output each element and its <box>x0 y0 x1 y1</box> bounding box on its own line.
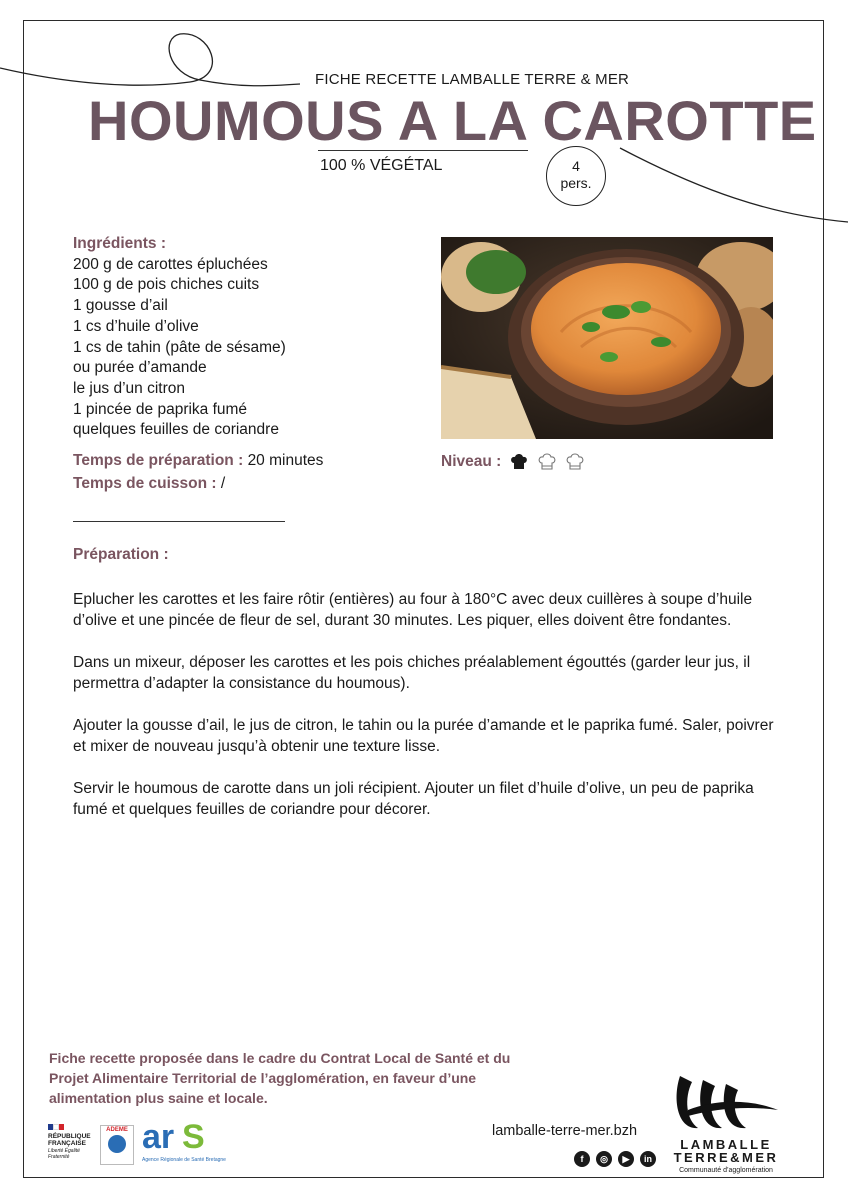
brand-name <box>668 1138 784 1164</box>
rf-logo-line: FRANÇAISE <box>48 1140 86 1147</box>
servings-badge <box>546 146 606 206</box>
ars-caption: Agence Régionale de Santé Bretagne <box>142 1157 226 1163</box>
republique-francaise-logo <box>48 1124 98 1160</box>
brand-subtitle: Communauté d’agglomération <box>679 1167 773 1174</box>
ars-wordmark-icon <box>142 1120 212 1156</box>
preparation-step: Eplucher les carottes et les faire rôtir (entières) au four à 180°C avec deux cuillères à soupe d’huile d’olive et une pincée de fleur de sel, durant 30 minutes. Les piquer, elles doivent être fondantes. <box>73 591 753 629</box>
recipe-series-label: FICHE RECETTE LAMBALLE TERRE & MER <box>315 71 630 88</box>
ingredients-heading: Ingrédients : <box>73 235 167 252</box>
website-link[interactable]: lamballe-terre-mer.bzh <box>492 1123 638 1139</box>
facebook-icon[interactable]: f <box>574 1151 590 1167</box>
chef-hat-outline-icon <box>537 452 557 472</box>
chef-hat-filled-icon <box>509 452 529 472</box>
preparation-steps <box>73 589 778 841</box>
svg-text:ar: ar <box>142 1120 175 1156</box>
brand-name-line: TERRE&MER <box>673 1150 779 1165</box>
ingredient-item: le jus d’un citron <box>73 379 186 397</box>
lamballe-logo-mark-icon <box>668 1070 783 1138</box>
difficulty-row <box>441 452 585 472</box>
ars-logo <box>142 1120 226 1163</box>
ingredient-item: quelques feuilles de coriandre <box>73 421 279 439</box>
prep-time-value: 20 minutes <box>247 452 324 469</box>
section-divider <box>73 521 285 522</box>
instagram-icon[interactable]: ◎ <box>596 1151 612 1167</box>
chef-hat-outline-icon <box>565 452 585 472</box>
linkedin-icon[interactable]: in <box>640 1151 656 1167</box>
ingredient-item: 100 g de pois chiches cuits <box>73 276 260 294</box>
preparation-step: Ajouter la gousse d’ail, le jus de citron, le tahin ou la purée d’amande et le paprika fumé. Saler, poivrer et mixer de nouveau jusqu’à obtenir une texture lisse. <box>73 717 774 755</box>
page-title: HOUMOUS A LA CAROTTE <box>88 89 817 152</box>
servings-unit: pers. <box>560 175 592 191</box>
ingredient-item: 200 g de carottes épluchées <box>73 255 268 273</box>
ingredient-item: 1 cs de tahin (pâte de sésame) <box>73 338 286 356</box>
recipe-subtitle: 100 % VÉGÉTAL <box>320 157 443 174</box>
brand-name-line: LAMBALLE <box>680 1137 772 1152</box>
cook-time-row <box>73 475 225 493</box>
difficulty-rating <box>509 452 585 472</box>
social-links <box>574 1151 656 1167</box>
ademe-logo-text: ADEME <box>106 1127 128 1133</box>
difficulty-label: Niveau : <box>441 453 502 470</box>
ingredient-item: 1 gousse d’ail <box>73 297 168 315</box>
ingredient-item: ou purée d’amande <box>73 359 207 377</box>
prep-time-row <box>73 452 323 470</box>
ingredient-item: 1 cs d’huile d’olive <box>73 317 199 335</box>
globe-icon <box>108 1135 126 1153</box>
cook-time-value: / <box>220 475 226 492</box>
ingredients-section <box>73 234 286 441</box>
servings-count: 4 <box>572 158 580 174</box>
preparation-step: Dans un mixeur, déposer les carottes et les pois chiches préalablement égouttés (garder leur jus, il permettra d’adapter la consistance du houmous). <box>73 654 751 692</box>
ademe-logo <box>100 1125 134 1165</box>
cook-time-label: Temps de cuisson : <box>73 475 217 492</box>
youtube-icon[interactable]: ▶ <box>618 1151 634 1167</box>
preparation-step: Servir le houmous de carotte dans un joli récipient. Ajouter un filet d’huile d’olive, un peu de paprika fumé et quelques feuilles de coriandre pour décorer. <box>73 780 754 818</box>
prep-time-label: Temps de préparation : <box>73 452 244 469</box>
svg-text:S: S <box>182 1120 205 1156</box>
ingredient-item: 1 pincée de paprika fumé <box>73 400 248 418</box>
title-divider <box>318 150 528 151</box>
french-flag-icon <box>48 1124 64 1130</box>
rf-logo-line: RÉPUBLIQUE <box>48 1133 91 1140</box>
rf-motto: Liberté Égalité Fraternité <box>48 1148 80 1160</box>
hummus-photo <box>441 237 773 439</box>
footer-note: Fiche recette proposée dans le cadre du Contrat Local de Santé et du Projet Alimentaire Territorial de l’agglomération, en faveur d’une alimentation plus saine et locale. <box>49 1050 511 1106</box>
preparation-heading: Préparation : <box>73 546 169 563</box>
